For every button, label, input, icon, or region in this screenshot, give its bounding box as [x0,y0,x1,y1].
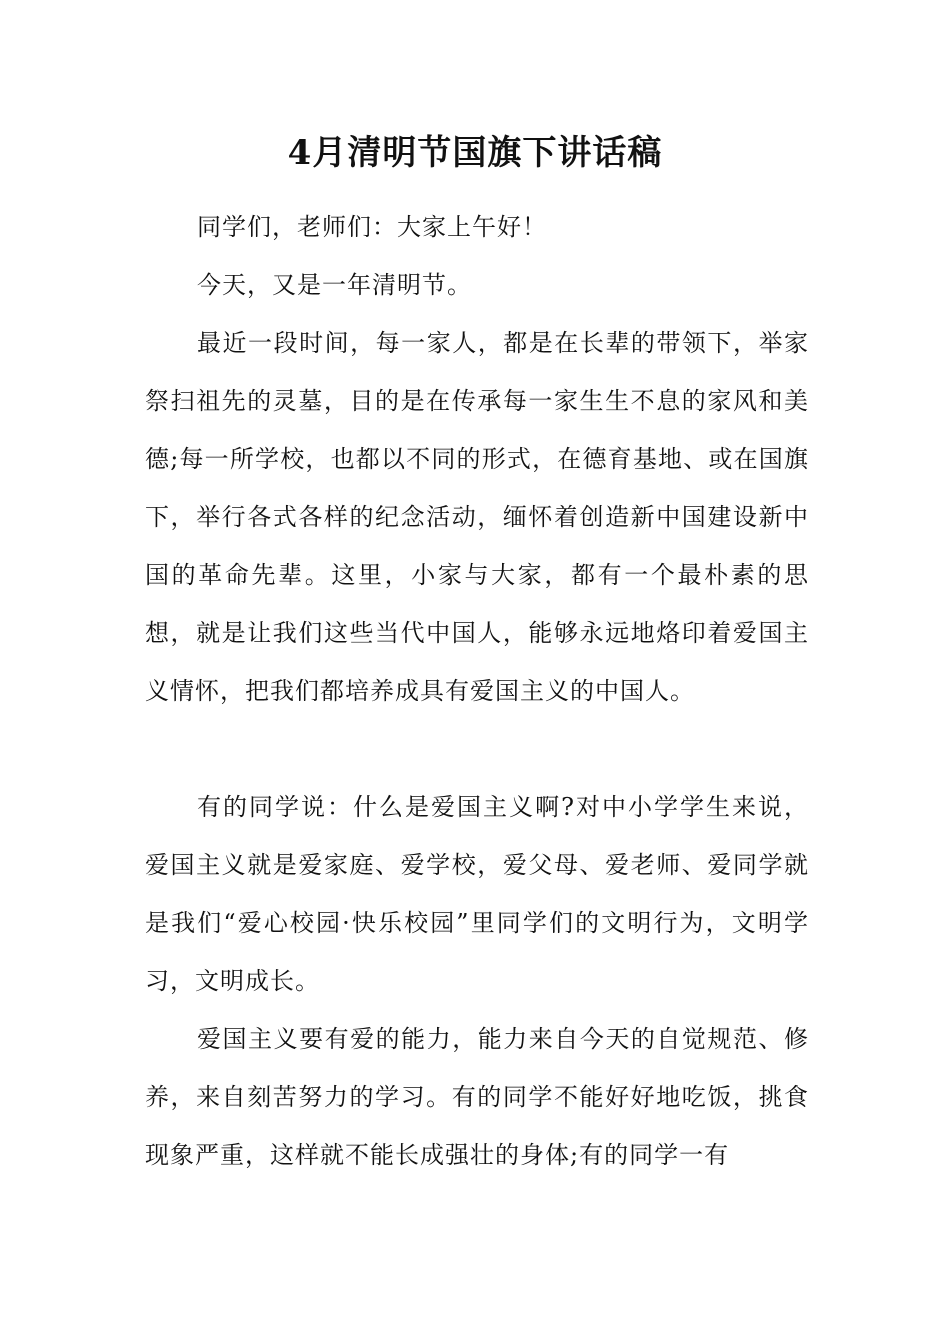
document-title: 4月清明节国旗下讲话稿 [287,133,663,173]
document-body [145,198,809,1184]
body-paragraph-1: 最近一段时间，每一家人，都是在长辈的带领下，举家祭扫祖先的灵墓，目的是在传承每一家生生不息的家风和美德;每一所学校，也都以不同的形式，在德育基地、或在国旗下，举行各式各样的纪念活动，缅怀着创造新中国建设新中国的革命先辈。这里，小家与大家，都有一个最朴素的思想，就是让我们这些当代中国人，能够永远地烙印着爱国主义情怀，把我们都培养成具有爱国主义的中国人。 [145,329,809,705]
body-paragraph-2: 有的同学说：什么是爱国主义啊?对中小学学生来说，爱国主义就是爱家庭、爱学校，爱父母、爱老师、爱同学就是我们“爱心校园·快乐校园”里同学们的文明行为，文明学习，文明成长。 [145,793,809,995]
greeting-paragraph: 同学们，老师们：大家上午好！ [197,213,547,241]
paragraph-spacer [145,720,809,778]
body-paragraph-3: 爱国主义要有爱的能力，能力来自今天的自觉规范、修养，来自刻苦努力的学习。有的同学不能好好地吃饭，挑食现象严重，这样就不能长成强壮的身体;有的同学一有 [145,1025,809,1169]
intro-paragraph: 今天，又是一年清明节。 [197,271,472,299]
